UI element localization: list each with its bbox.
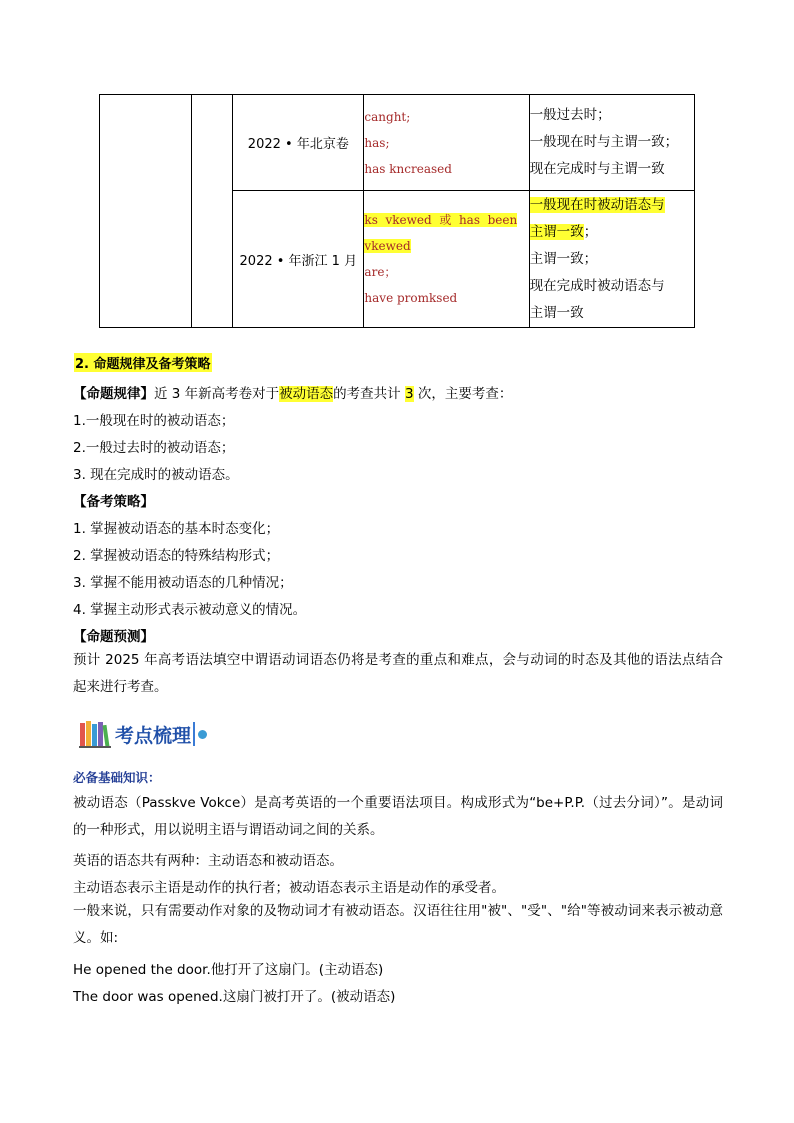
highlighted-rule: 主谓一致 xyxy=(529,223,584,240)
law-line xyxy=(73,382,512,402)
strategy-item: 3. 掌握不能用被动语态的几种情况； xyxy=(73,575,293,591)
rule-line: 主谓一致 xyxy=(529,304,584,321)
section-banner xyxy=(79,718,207,750)
knowledge-paragraph: 英语的语态共有两种：主动语态和被动语态。 xyxy=(73,853,343,869)
rule-line: 主谓一致； xyxy=(529,250,598,267)
answer-line xyxy=(364,233,528,259)
books-icon xyxy=(79,720,113,748)
law-item: 1.一般现在时的被动语态； xyxy=(73,413,235,429)
knowledge-heading: 必备基础知识： xyxy=(73,770,161,785)
answer-line: have promksed xyxy=(364,291,458,305)
law-text: 近 3 年新高考卷对于 xyxy=(154,386,280,402)
law-highlight: 3 xyxy=(404,386,414,402)
knowledge-paragraph: 被动语态（Passkve Vokce）是高考英语的一个重要语法项目。构成形式为“be+P.P.（过去分词）”。是动词的一种形式，用以说明主语与谓语动词之间的关系。 xyxy=(73,795,723,838)
banner-title: 考点梳理 xyxy=(115,724,192,747)
knowledge-paragraph: 一般来说，只有需要动作对象的及物动词才有被动语态。汉语往往用"被"、"受"、"给"等被动词来表示被动意义。如: xyxy=(73,903,723,946)
law-label: 【命题规律】 xyxy=(73,386,154,402)
exam-table xyxy=(99,94,695,328)
answer-line xyxy=(364,207,528,233)
highlighted-answer: ks vkewed 或 has been xyxy=(364,213,518,227)
highlighted-rule: 一般现在时被动语态与 xyxy=(529,196,665,213)
example-sentence: The door was opened.这扇门被打开了。(被动语态) xyxy=(73,989,396,1005)
answer-line: has kncreased xyxy=(364,161,452,176)
highlighted-answer: vkewed xyxy=(364,239,411,253)
law-text: 次，主要考查： xyxy=(413,386,513,402)
law-item: 3. 现在完成时的被动语态。 xyxy=(73,467,239,483)
table-cell-empty xyxy=(100,95,192,328)
law-item: 2.一般过去时的被动语态； xyxy=(73,440,235,456)
rule-line: 现在完成时与主谓一致 xyxy=(529,161,665,177)
rule-cell xyxy=(529,191,694,328)
rule-line xyxy=(530,192,694,219)
table-row xyxy=(100,95,695,191)
strategy-item: 4. 掌握主动形式表示被动意义的情况。 xyxy=(73,602,307,618)
banner-bar xyxy=(193,722,195,746)
rule-tail: ； xyxy=(583,223,598,240)
strategy-label: 【备考策略】 xyxy=(73,494,154,510)
rule-line xyxy=(530,219,694,246)
answer-cell xyxy=(364,95,529,191)
rule-line: 一般现在时与主谓一致； xyxy=(529,134,679,150)
knowledge-paragraph: 主动语态表示主语是动作的执行者；被动语态表示主语是动作的承受者。 xyxy=(73,880,505,896)
predict-label: 【命题预测】 xyxy=(73,629,154,645)
law-highlight: 被动语态 xyxy=(279,386,334,402)
strategy-item: 1. 掌握被动语态的基本时态变化； xyxy=(73,521,280,537)
predict-text: 预计 2025 年高考语法填空中谓语动词语态仍将是考查的重点和难点，会与动词的时态及其他的语法点结合起来进行考查。 xyxy=(73,652,723,695)
rule-line: 一般过去时； xyxy=(529,107,611,123)
rule-cell xyxy=(529,95,694,191)
answer-line: are； xyxy=(364,265,397,279)
table-cell-empty xyxy=(192,95,233,328)
rule-line: 现在完成时被动语态与 xyxy=(529,277,665,294)
year-cell: 2022 • 年浙江 1 月 xyxy=(233,191,364,328)
law-text: 的考查共计 xyxy=(333,386,405,402)
banner-dot xyxy=(198,730,207,739)
example-sentence: He opened the door.他打开了这扇门。(主动语态) xyxy=(73,962,384,978)
answer-cell xyxy=(364,191,529,328)
section-title: 2. 命题规律及备考策略 xyxy=(74,353,212,372)
answer-line: has; xyxy=(364,135,390,150)
year-cell: 2022 • 年北京卷 xyxy=(233,95,364,191)
strategy-item: 2. 掌握被动语态的特殊结构形式； xyxy=(73,548,280,564)
answer-line: canght; xyxy=(364,109,411,124)
